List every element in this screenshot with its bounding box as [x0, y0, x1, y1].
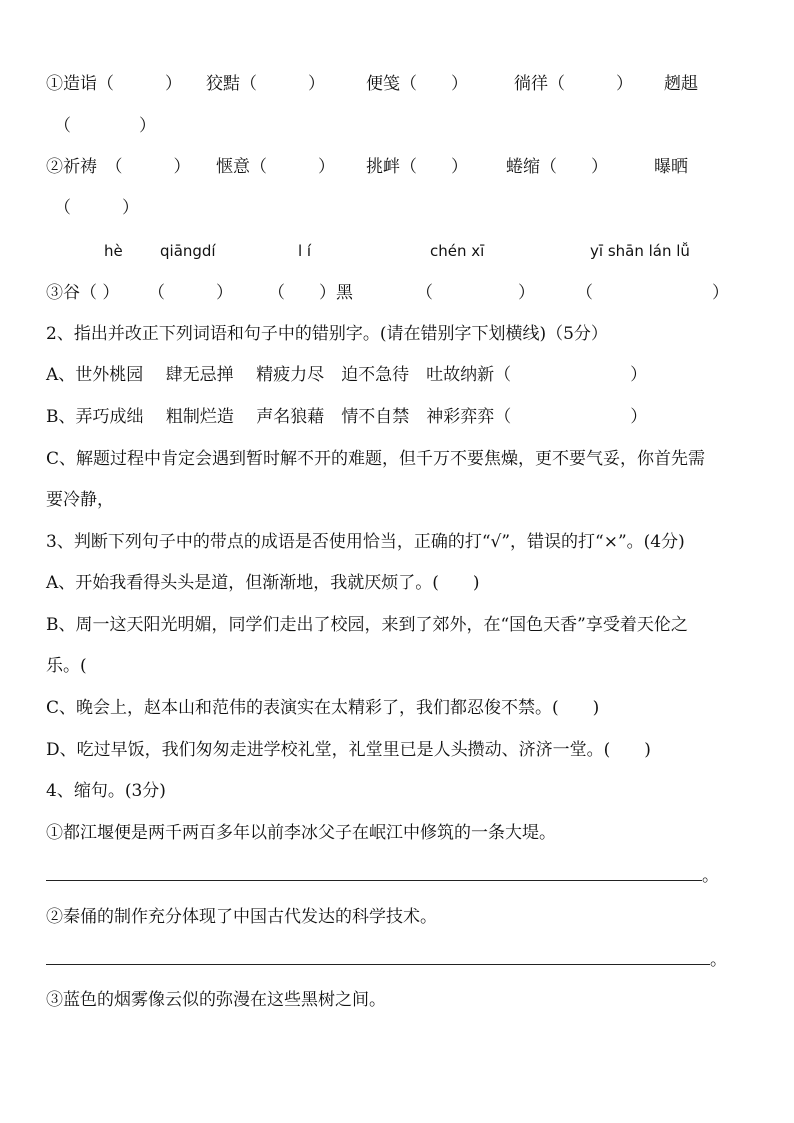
pinyin-5: yī shān lán lǚ [590, 242, 690, 260]
q1-row2-continued: （ ） [54, 198, 139, 218]
q3-item-b-line1: B、周一这天阳光明媚，同学们走出了校园，来到了郊外，在“国色天香”享受着天伦之 [46, 615, 688, 635]
q2-item-c-line1: C、解题过程中肯定会遇到暂时解不开的难题，但千万不要焦燥，更不要气妥，你首先需 [46, 449, 706, 469]
answer-line-1[interactable] [46, 880, 702, 881]
q1-row1-item-4: 徜徉（ ） [514, 74, 633, 94]
q3-item-b-line2: 乐。( [46, 656, 87, 676]
q1-row2-item-1: ②祈祷 （ ） [46, 157, 191, 177]
q3-title: 3、判断下列句子中的带点的成语是否使用恰当，正确的打“√”，错误的打“×”。(4分) [46, 532, 685, 552]
q4-sentence-3: ③蓝色的烟雾像云似的弥漫在这些黑树之间。 [46, 990, 386, 1010]
q3-item-d: D、吃过早饭，我们匆匆走进学校礼堂，礼堂里已是人头攒动、济济一堂。( ) [46, 740, 651, 760]
answer-line-2-end: 。 [710, 950, 727, 970]
q3-item-c: C、晚会上，赵本山和范伟的表演实在太精彩了，我们都忍俊不禁。( ) [46, 698, 600, 718]
answer-line-1-end: 。 [702, 866, 719, 886]
q1-row1-continued: （ ） [54, 116, 156, 136]
q1-row3-item-1: ③谷（ ） [46, 283, 120, 303]
q1-row3-item-5: （ ） [576, 283, 729, 303]
q2-item-a: A、世外桃园 肆无忌掸 精疲力尽 迫不急待 吐故纳新（ ） [46, 365, 648, 385]
q1-row3-item-4: （ ） [416, 283, 535, 303]
q1-row1-item-5: 趔趄 [664, 74, 698, 94]
pinyin-2: qiāngdí [160, 242, 216, 260]
q1-row1-item-1: ①造诣（ ） [46, 74, 182, 94]
q3-item-a: A、开始我看得头头是道，但渐渐地，我就厌烦了。( ) [46, 573, 480, 593]
q4-sentence-1: ①都江堰便是两千两百多年以前李冰父子在岷江中修筑的一条大堤。 [46, 823, 556, 843]
q1-row1-item-3: 便笺（ ） [366, 74, 468, 94]
q1-row2-item-4: 蜷缩（ ） [506, 157, 608, 177]
q2-item-b: B、弄巧成绌 粗制烂造 声名狼藉 情不自禁 神彩弈弈（ ） [46, 407, 648, 427]
pinyin-3: l í [298, 242, 312, 260]
q1-row2-item-5: 曝晒 [654, 157, 688, 177]
answer-line-2[interactable] [46, 964, 710, 965]
pinyin-4: chén xī [430, 242, 485, 260]
q4-title: 4、缩句。(3分) [46, 781, 166, 801]
q1-row3-item-3: （ ）黑 [268, 283, 353, 303]
q1-row1-item-2: 狡黠（ ） [206, 74, 325, 94]
q1-row3-item-2: （ ） [148, 283, 233, 303]
pinyin-1: hè [104, 242, 123, 260]
q1-row2-item-2: 惬意（ ） [216, 157, 335, 177]
q1-row2-item-3: 挑衅（ ） [366, 157, 468, 177]
q2-title: 2、指出并改正下列词语和句子中的错别字。(请在错别字下划横线)（5分） [46, 324, 608, 344]
q4-sentence-2: ②秦俑的制作充分体现了中国古代发达的科学技术。 [46, 907, 437, 927]
q2-item-c-line2: 要冷静， [46, 490, 114, 510]
